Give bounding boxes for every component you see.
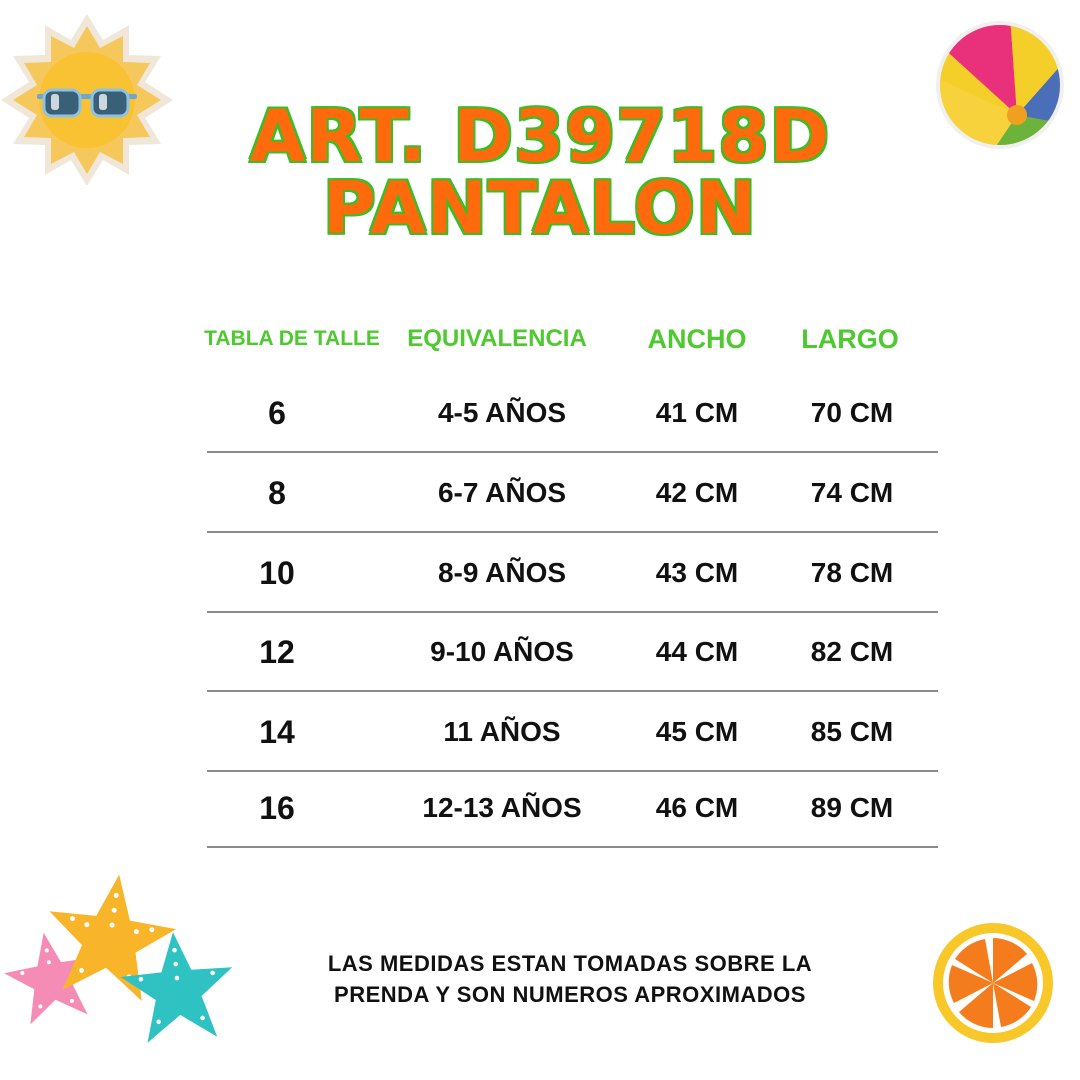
width-cell: 45 CM — [655, 716, 739, 747]
length-cell: 82 CM — [810, 636, 894, 667]
age-cell: 8-9 AÑOS — [437, 557, 567, 588]
width-cell: 44 CM — [655, 636, 739, 667]
size-cell: 16 — [259, 790, 295, 826]
header-tabla-de-talle: TABLA DE TALLE — [204, 327, 380, 350]
width-cell: 46 CM — [655, 792, 739, 823]
age-cell: 11 AÑOS — [443, 716, 561, 747]
table-row — [207, 692, 938, 772]
table-row — [207, 612, 938, 692]
width-cell: 42 CM — [655, 477, 739, 508]
age-cell: 4-5 AÑOS — [437, 397, 567, 428]
size-cell: 8 — [268, 475, 286, 511]
size-cell: 14 — [259, 714, 295, 750]
table-row — [207, 533, 938, 613]
age-cell: 9-10 AÑOS — [430, 636, 574, 667]
orange-slice-icon — [930, 920, 1056, 1046]
width-cell: 43 CM — [655, 557, 739, 588]
length-cell: 78 CM — [810, 557, 894, 588]
row-divider — [207, 846, 938, 848]
table-row — [207, 768, 938, 848]
product-name-title: PANTALON — [322, 166, 758, 250]
length-cell: 89 CM — [810, 792, 894, 823]
size-cell: 12 — [259, 634, 295, 670]
length-cell: 85 CM — [810, 716, 894, 747]
length-cell: 74 CM — [810, 477, 894, 508]
size-cell: 10 — [259, 555, 295, 591]
article-code-title: ART. D39718D — [249, 94, 831, 178]
measurement-note-line-1: LAS MEDIDAS ESTAN TOMADAS SOBRE LA — [327, 951, 813, 976]
age-cell: 12-13 AÑOS — [422, 792, 582, 823]
table-row — [207, 373, 938, 453]
header-largo: LARGO — [801, 324, 899, 354]
age-cell: 6-7 AÑOS — [437, 477, 567, 508]
width-cell: 41 CM — [655, 397, 739, 428]
length-cell: 70 CM — [810, 397, 894, 428]
measurement-note-line-2: PRENDA Y SON NUMEROS APROXIMADOS — [334, 982, 806, 1007]
header-ancho: ANCHO — [647, 324, 747, 354]
size-cell: 6 — [268, 395, 286, 431]
starfish-icon — [0, 860, 250, 1060]
table-row — [207, 453, 938, 533]
header-equivalencia: EQUIVALENCIA — [407, 325, 587, 352]
